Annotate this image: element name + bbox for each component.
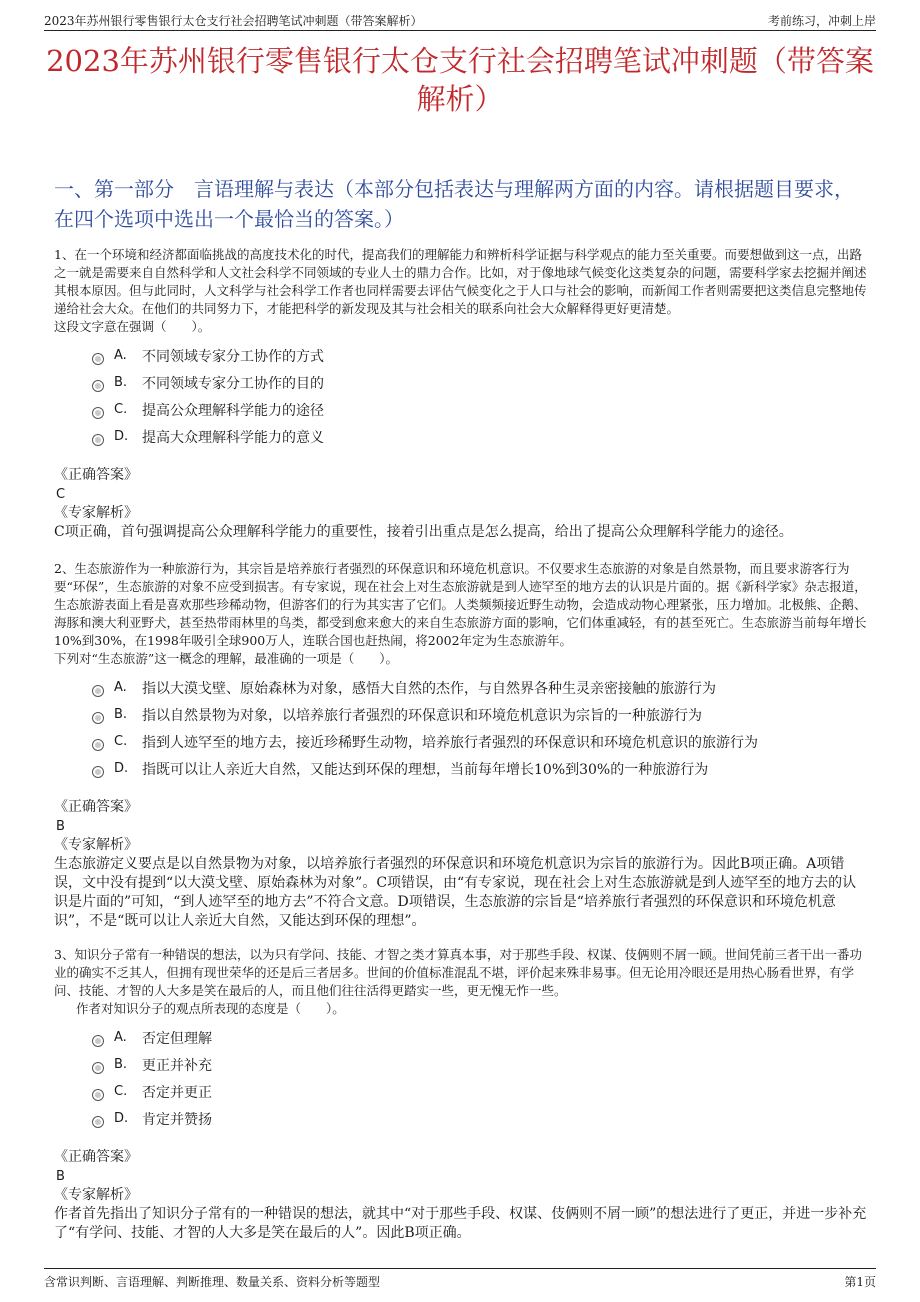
question-stem: 2、生态旅游作为一种旅游行为，其宗旨是培养旅行者强烈的环保意识和环境危机意识。不仅要求生态旅游的对象是自然景物，而且要求游客行为要“环保”，生态旅游的对象不应受到损害。有专家说，现在社会上对生态旅游就是到人迹罕至的地方去的认识是片面的。据《新科学家》杂志报道，生态旅游表面上看是喜欢那些珍稀动物，但游客们的行为其实害了它们。人类频频接近野生动物，会造成动物心理紧张，压力增加。北极熊、企鹅、海豚和澳大利亚野犬，甚至热带雨林里的鸟类，都受到愈来愈大的来自生态旅游方面的影响，它们体重减轻，有的甚至死亡。生态旅游当前每年增长10%到30%，在1998年吸引全球900万人，连联合国也赶热闹，将2002年定为生态旅游年。 — [54, 561, 867, 648]
correct-answer: B — [56, 1169, 65, 1184]
option-letter: C. — [114, 402, 128, 417]
option-letter: B. — [114, 375, 128, 390]
radio-icon[interactable] — [92, 1035, 104, 1047]
radio-icon[interactable] — [92, 685, 104, 697]
question-3 — [54, 946, 868, 1243]
option-b[interactable] — [92, 701, 868, 728]
correct-answer-label: 《正确答案》 — [54, 467, 138, 483]
option-d[interactable] — [92, 755, 868, 782]
option-text: 更正并补充 — [142, 1057, 212, 1074]
option-d[interactable] — [92, 423, 868, 450]
option-letter: C. — [114, 734, 128, 749]
option-letter: B. — [114, 1057, 128, 1072]
option-letter: A. — [114, 1030, 127, 1045]
radio-icon[interactable] — [92, 407, 104, 419]
option-text: 肯定并赞扬 — [142, 1111, 212, 1128]
correct-answer: B — [56, 819, 65, 834]
radio-icon[interactable] — [92, 1062, 104, 1074]
answer-block — [54, 1148, 868, 1243]
option-b[interactable] — [92, 1051, 868, 1078]
question-1 — [54, 246, 868, 542]
option-text: 指以大漠戈壁、原始森林为对象，感悟大自然的杰作，与自然界各种生灵亲密接触的旅游行为 — [142, 680, 716, 697]
option-a[interactable] — [92, 342, 868, 369]
header-doc-title: 2023年苏州银行零售银行太仓支行社会招聘笔试冲刺题（带答案解析） — [44, 14, 423, 28]
radio-icon[interactable] — [92, 434, 104, 446]
question-prompt: 这段文字意在强调（ ）。 — [54, 319, 211, 334]
option-letter: A. — [114, 348, 127, 363]
analysis-label: 《专家解析》 — [54, 1187, 138, 1203]
options-list — [92, 1024, 868, 1132]
analysis-label: 《专家解析》 — [54, 505, 138, 521]
footer-topics: 含常识判断、言语理解、判断推理、数量关系、资料分析等题型 — [44, 1275, 381, 1289]
analysis-text: 生态旅游定义要点是以自然景物为对象，以培养旅行者强烈的环保意识和环境危机意识为宗旨的旅游行为。因此B项正确。A项错误，文中没有提到“以大漠戈壁、原始森林为对象”。C项错误，由“有专家说，现在社会上对生态旅游就是到人迹罕至的地方去的认识是片面的”可知，“到人迹罕至的地方去”不符合文意。D项错误，生态旅游的宗旨是“培养旅行者强烈的环保意识和环境危机意识”，不是“既可以让人亲近大自然，又能达到环保的理想”。 — [54, 856, 857, 929]
option-letter: B. — [114, 707, 128, 722]
analysis-text: C项正确，首句强调提高公众理解科学能力的重要性，接着引出重点是怎么提高，给出了提高公众理解科学能力的途径。 — [54, 524, 793, 540]
option-letter: D. — [114, 1111, 129, 1126]
question-prompt: 下列对“生态旅游”这一概念的理解，最准确的一项是（ ）。 — [54, 651, 399, 666]
options-list — [92, 342, 868, 450]
page-footer — [44, 1268, 876, 1289]
options-list — [92, 674, 868, 782]
page-title: 2023年苏州银行零售银行太仓支行社会招聘笔试冲刺题（带答案解析） — [46, 44, 874, 116]
page-number: 第1页 — [844, 1275, 876, 1289]
correct-answer-label: 《正确答案》 — [54, 799, 138, 815]
option-text: 提高公众理解科学能力的途径 — [142, 402, 324, 419]
option-c[interactable] — [92, 396, 868, 423]
option-letter: C. — [114, 1084, 128, 1099]
option-a[interactable] — [92, 674, 868, 701]
question-prompt: 作者对知识分子的观点所表现的态度是（ ）。 — [76, 1001, 345, 1016]
option-text: 否定但理解 — [142, 1030, 212, 1047]
question-stem: 3、知识分子常有一种错误的想法，以为只有学问、技能、才智之类才算真本事，对于那些手段、权谋、伎俩则不屑一顾。世间凭前三者干出一番功业的确实不乏其人，但拥有现世荣华的还是后三者居多。世间的价值标准混乱不堪，评价起来殊非易事。但无论用冷眼还是用热心肠看世界，有学问、技能、才智的人大多是笑在最后的人，而且他们往往活得更踏实一些，更无愧无怍一些。 — [54, 947, 862, 998]
radio-icon[interactable] — [92, 1089, 104, 1101]
correct-answer: C — [56, 487, 66, 502]
radio-icon[interactable] — [92, 766, 104, 778]
radio-icon[interactable] — [92, 739, 104, 751]
option-c[interactable] — [92, 1078, 868, 1105]
question-stem: 1、在一个环境和经济都面临挑战的高度技术化的时代，提高我们的理解能力和辨析科学证据与科学观点的能力至关重要。而要想做到这一点，出路之一就是需要来自自然科学和人文社会科学不同领域的专业人士的鼎力合作。比如，对于像地球气候变化这类复杂的问题，需要科学家去挖掘并阐述其根本原因。但与此同时，人文科学与社会科学工作者也同样需要去评估气候变化之于人口与社会的影响，而新闻工作者则需要把这类信息完整地传递给社会大众。在他们的共同努力下，才能把科学的新发现及其与社会相关的联系向社会大众解释得更好更清楚。 — [54, 247, 867, 316]
option-text: 指既可以让人亲近大自然，又能达到环保的理想，当前每年增长10%到30%的一种旅游行为 — [142, 761, 709, 778]
radio-icon[interactable] — [92, 380, 104, 392]
option-text: 指以自然景物为对象，以培养旅行者强烈的环保意识和环境危机意识为宗旨的一种旅游行为 — [142, 707, 702, 724]
option-text: 提高大众理解科学能力的意义 — [142, 429, 324, 446]
option-a[interactable] — [92, 1024, 868, 1051]
page-header — [44, 10, 876, 31]
answer-block — [54, 466, 868, 542]
option-d[interactable] — [92, 1105, 868, 1132]
option-c[interactable] — [92, 728, 868, 755]
option-text: 否定并更正 — [142, 1084, 212, 1101]
option-letter: A. — [114, 680, 127, 695]
section-heading: 一、第一部分 言语理解与表达（本部分包括表达与理解两方面的内容。请根据题目要求，在四个选项中选出一个最恰当的答案。） — [54, 177, 854, 231]
option-letter: D. — [114, 761, 129, 776]
analysis-label: 《专家解析》 — [54, 837, 138, 853]
radio-icon[interactable] — [92, 712, 104, 724]
answer-block — [54, 798, 868, 931]
option-text: 不同领域专家分工协作的方式 — [142, 348, 324, 365]
option-b[interactable] — [92, 369, 868, 396]
question-2 — [54, 560, 868, 931]
option-letter: D. — [114, 429, 129, 444]
header-slogan: 考前练习，冲刺上岸 — [767, 14, 876, 28]
radio-icon[interactable] — [92, 1116, 104, 1128]
correct-answer-label: 《正确答案》 — [54, 1149, 138, 1165]
radio-icon[interactable] — [92, 353, 104, 365]
option-text: 指到人迹罕至的地方去，接近珍稀野生动物，培养旅行者强烈的环保意识和环境危机意识的旅游行为 — [142, 734, 758, 751]
option-text: 不同领域专家分工协作的目的 — [142, 375, 324, 392]
analysis-text: 作者首先指出了知识分子常有的一种错误的想法，就其中“对于那些手段、权谋、伎俩则不屑一顾”的想法进行了更正，并进一步补充了“有学问、技能、才智的人大多是笑在最后的人”。因此B项正确。 — [54, 1206, 867, 1241]
